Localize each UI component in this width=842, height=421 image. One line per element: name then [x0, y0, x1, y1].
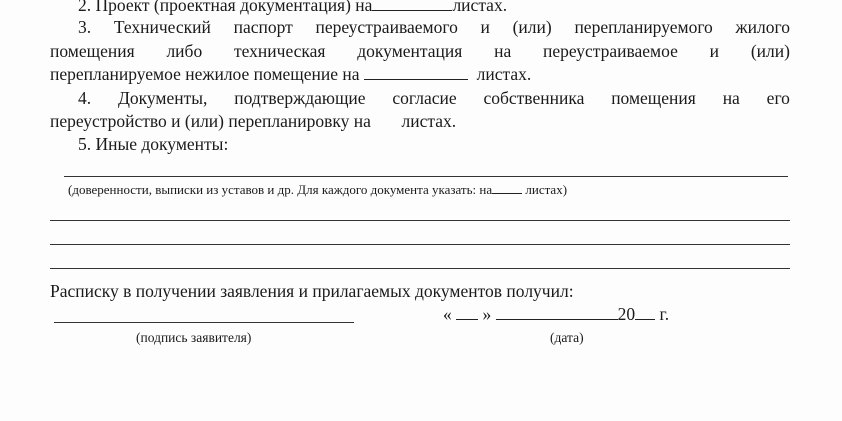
- item-3-line-3-suffix: листах.: [476, 64, 532, 84]
- item-2-pages-blank[interactable]: [372, 0, 452, 11]
- date-year-suffix: г.: [659, 304, 670, 324]
- word: перепланируемого: [574, 17, 713, 37]
- word: переустраиваемое: [543, 41, 678, 61]
- word: подтверждающие: [234, 88, 366, 108]
- item-3-line-1: [78, 16, 790, 38]
- item-5-hint-blank: [492, 183, 522, 194]
- word: помещения: [611, 88, 696, 108]
- date-day-blank[interactable]: [456, 305, 478, 320]
- item-2-line: [78, 0, 507, 16]
- word: жилого: [735, 17, 790, 37]
- item-2-suffix: листах.: [452, 0, 508, 15]
- word: его: [766, 88, 790, 108]
- word: и: [480, 17, 490, 37]
- item-5-text: 5. Иные документы:: [78, 134, 229, 154]
- date-open-quote: «: [443, 304, 452, 324]
- date-year-prefix: 20: [617, 304, 636, 324]
- item-3-line-3-prefix: перепланируемое нежилое помещение на: [50, 64, 360, 84]
- word: паспорт: [233, 17, 293, 37]
- word: собственника: [483, 88, 585, 108]
- item-5-hint-suffix: листах): [525, 182, 568, 197]
- word: техническая: [233, 41, 326, 61]
- date-close-quote: »: [482, 304, 492, 324]
- item-4-line-1: [78, 87, 790, 109]
- other-docs-line-3[interactable]: [50, 244, 790, 245]
- other-docs-line-4[interactable]: [50, 268, 790, 269]
- item-3-line-3: [50, 63, 531, 85]
- word: на: [722, 88, 740, 108]
- word: помещения: [50, 41, 135, 61]
- signature-line[interactable]: [54, 322, 354, 323]
- word: на: [494, 41, 512, 61]
- word: (или): [750, 41, 790, 61]
- word: документация: [357, 41, 463, 61]
- word: переустраиваемого: [315, 17, 458, 37]
- other-docs-line-1[interactable]: [64, 176, 788, 177]
- item-4-line-2: переустройство и (или) перепланировку на листах.: [50, 111, 457, 131]
- date-field: [443, 303, 669, 325]
- date-caption: (дата): [550, 330, 584, 345]
- item-5-hint-prefix: (доверенности, выписки из уставов и др. Для каждого документа указать: на: [68, 182, 493, 197]
- word: либо: [166, 41, 203, 61]
- word: 4.: [78, 88, 92, 108]
- receipt-text: Расписку в получении заявления и прилагаемых документов получил:: [50, 281, 574, 301]
- word: 3.: [78, 17, 92, 37]
- item-3-line-2: [50, 40, 790, 62]
- word: Документы,: [117, 88, 208, 108]
- word: и: [709, 41, 720, 61]
- date-month-blank[interactable]: [496, 305, 618, 320]
- item-2-text: 2. Проект (проектная документация) на: [78, 0, 373, 15]
- date-year-blank[interactable]: [635, 305, 655, 320]
- item-5-hint: [68, 182, 567, 198]
- word: (или): [512, 17, 552, 37]
- word: согласие: [392, 88, 457, 108]
- other-docs-line-2[interactable]: [50, 220, 790, 221]
- item-3-pages-blank[interactable]: [364, 65, 468, 80]
- word: Технический: [113, 17, 211, 37]
- signature-caption: (подпись заявителя): [136, 330, 252, 345]
